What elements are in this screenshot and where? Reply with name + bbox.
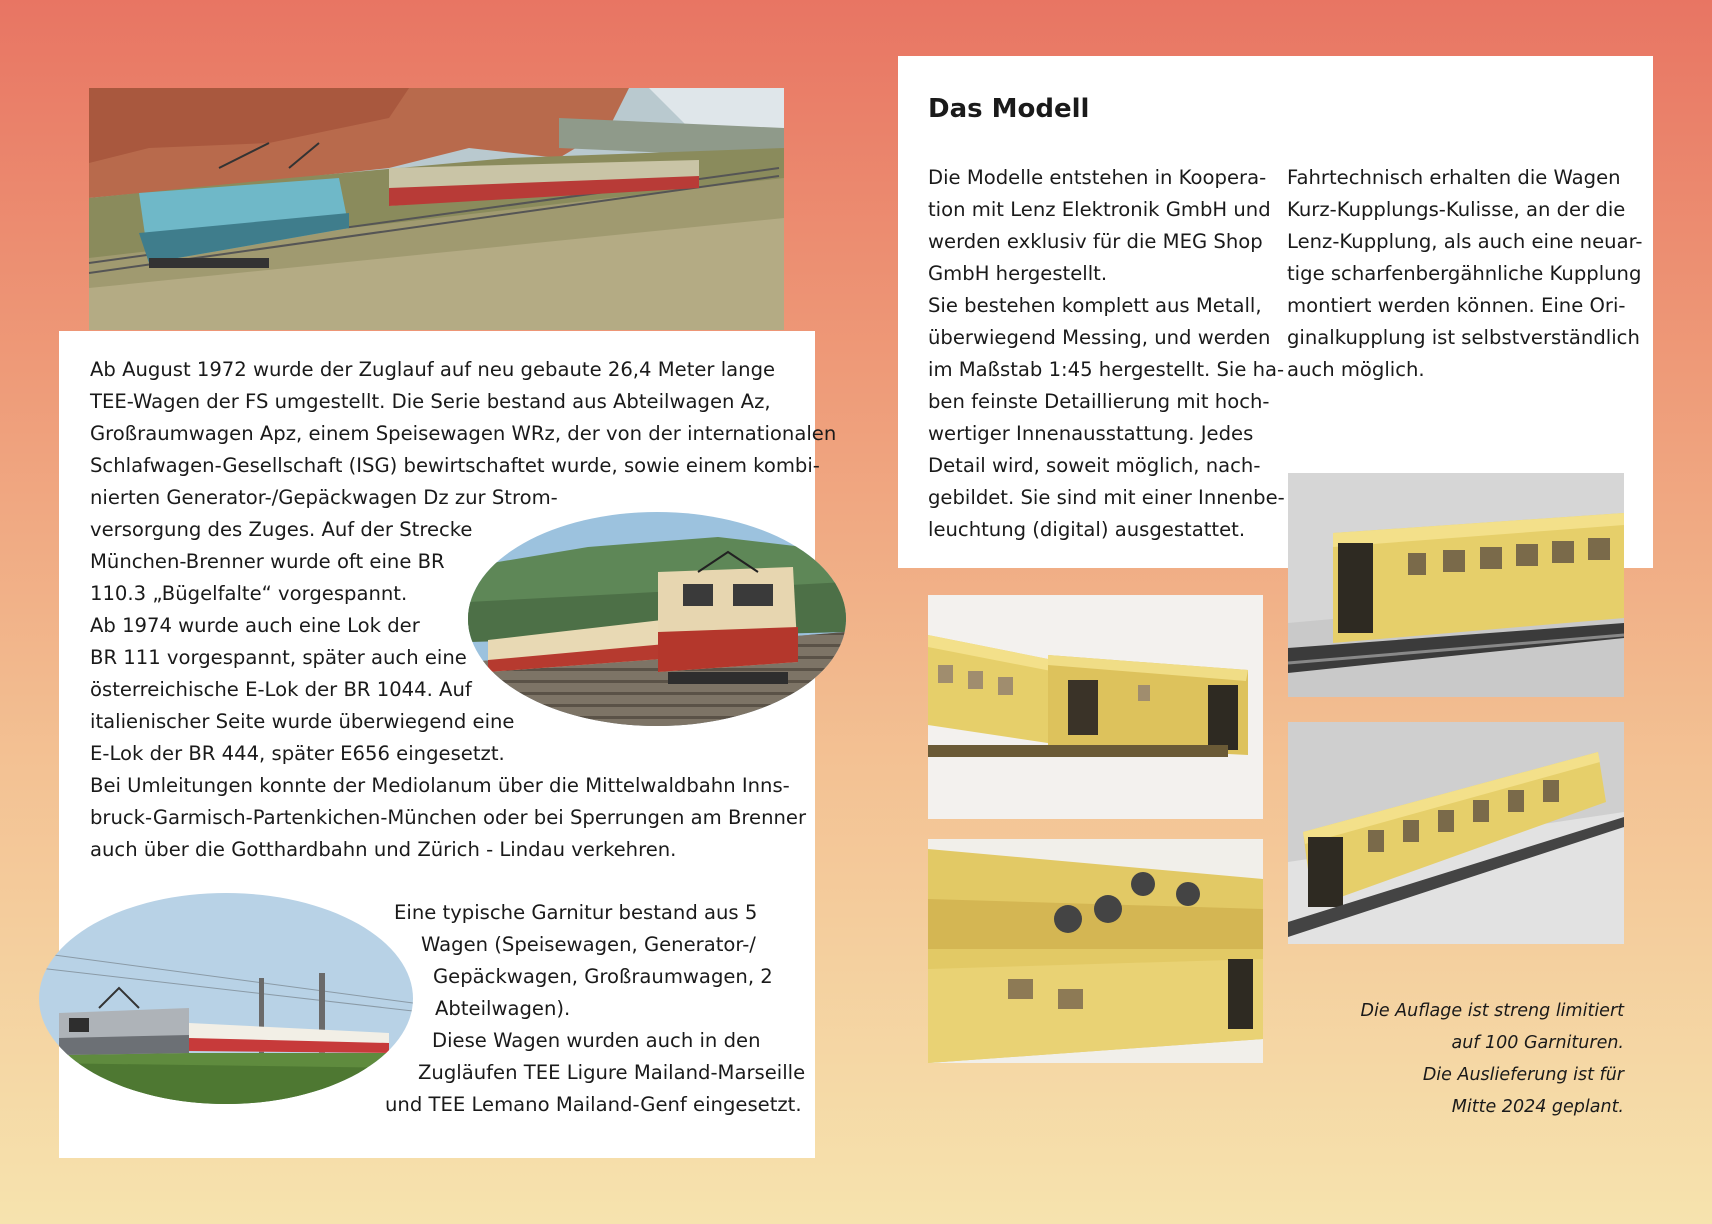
photo-model-underside [928,839,1263,1063]
note-line: auf 100 Garnituren. [1451,1033,1624,1053]
text-line: bruck-Garmisch-Partenkichen-München oder bei Sperrungen am Brenner [90,806,807,829]
text-line: Diese Wagen wurden auch in den [432,1029,761,1052]
text-line: Die Modelle entstehen in Koopera- [928,166,1267,189]
text-line: ginalkupplung ist selbstverständlich [1287,326,1640,349]
text-line: gebildet. Sie sind mit einer Innenbe- [928,486,1285,509]
photo-model-coach-side [1288,473,1624,697]
text-line: Gepäckwagen, Großraumwagen, 2 [433,965,773,988]
text-line: österreichische E-Lok der BR 1044. Auf [90,678,472,701]
photo-blue-locomotive [89,88,784,330]
note-line: Mitte 2024 geplant. [1451,1097,1624,1117]
text-line: BR 111 vorgespannt, später auch eine [90,646,467,669]
model-text-column-2 [1287,162,1642,386]
history-text [90,354,836,866]
model-text-column-1 [928,162,1285,546]
text-line: tige scharfenbergähnliche Kupplung [1287,262,1642,285]
text-line: im Maßstab 1:45 hergestellt. Sie ha- [928,358,1285,381]
text-line: Ab August 1972 wurde der Zuglauf auf neu gebaute 26,4 Meter lange [90,358,776,381]
text-line: Bei Umleitungen konnte der Mediolanum über die Mittelwaldbahn Inns- [90,774,790,797]
text-line: Abteilwagen). [435,997,571,1020]
text-line: und TEE Lemano Mailand-Genf eingesetzt. [385,1093,802,1116]
text-line: E-Lok der BR 444, später E656 eingesetzt. [90,742,505,765]
photo-model-coach-full [1288,722,1624,944]
text-line: Eine typische Garnitur bestand aus 5 [394,901,758,924]
text-line: italienischer Seite wurde überwiegend eine [90,710,515,733]
text-line: Schlafwagen-Gesellschaft (ISG) bewirtschaftet wurde, sowie einem kombi- [90,454,820,477]
text-line: Kurz-Kupplungs-Kulisse, an der die [1287,198,1626,221]
text-line: Lenz-Kupplung, als auch eine neuar- [1287,230,1643,253]
text-line: leuchtung (digital) ausgestattet. [928,518,1246,541]
text-line: Fahrtechnisch erhalten die Wagen [1287,166,1621,189]
text-line: montiert werden können. Eine Ori- [1287,294,1626,317]
text-line: GmbH hergestellt. [928,262,1108,285]
text-line: Wagen (Speisewagen, Generator-/ [421,933,756,956]
model-title: Das Modell [928,94,1090,124]
text-line: überwiegend Messing, und werden [928,326,1271,349]
text-line: 110.3 „Bügelfalte“ vorgespannt. [90,582,408,605]
text-line: Großraumwagen Apz, einem Speisewagen WRz, der von der internationalen [90,422,837,445]
photo-grey-locomotive [39,893,413,1104]
text-line: werden exklusiv für die MEG Shop [928,230,1263,253]
photo-model-coaches-ends [928,595,1263,819]
text-line: auch möglich. [1287,358,1425,381]
text-line: wertiger Innenausstattung. Jedes [928,422,1254,445]
text-line: München-Brenner wurde oft eine BR [90,550,445,573]
text-line: Ab 1974 wurde auch eine Lok der [90,614,420,637]
text-line: Sie bestehen komplett aus Metall, [928,294,1262,317]
text-line: ben feinste Detaillierung mit hoch- [928,390,1270,413]
text-line: Zugläufen TEE Ligure Mailand-Marseille [418,1061,806,1084]
note-line: Die Auslieferung ist für [1422,1065,1624,1085]
text-line: auch über die Gotthardbahn und Zürich - Lindau verkehren. [90,838,677,861]
text-line: nierten Generator-/Gepäckwagen Dz zur Strom- [90,486,558,509]
note-line: Die Auflage ist streng limitiert [1360,1001,1624,1021]
delivery-note [1361,995,1624,1123]
text-line: versorgung des Zuges. Auf der Strecke [90,518,473,541]
text-line: Detail wird, soweit möglich, nach- [928,454,1261,477]
text-line: TEE-Wagen der FS umgestellt. Die Serie bestand aus Abteilwagen Az, [90,390,771,413]
text-line: tion mit Lenz Elektronik GmbH und [928,198,1271,221]
